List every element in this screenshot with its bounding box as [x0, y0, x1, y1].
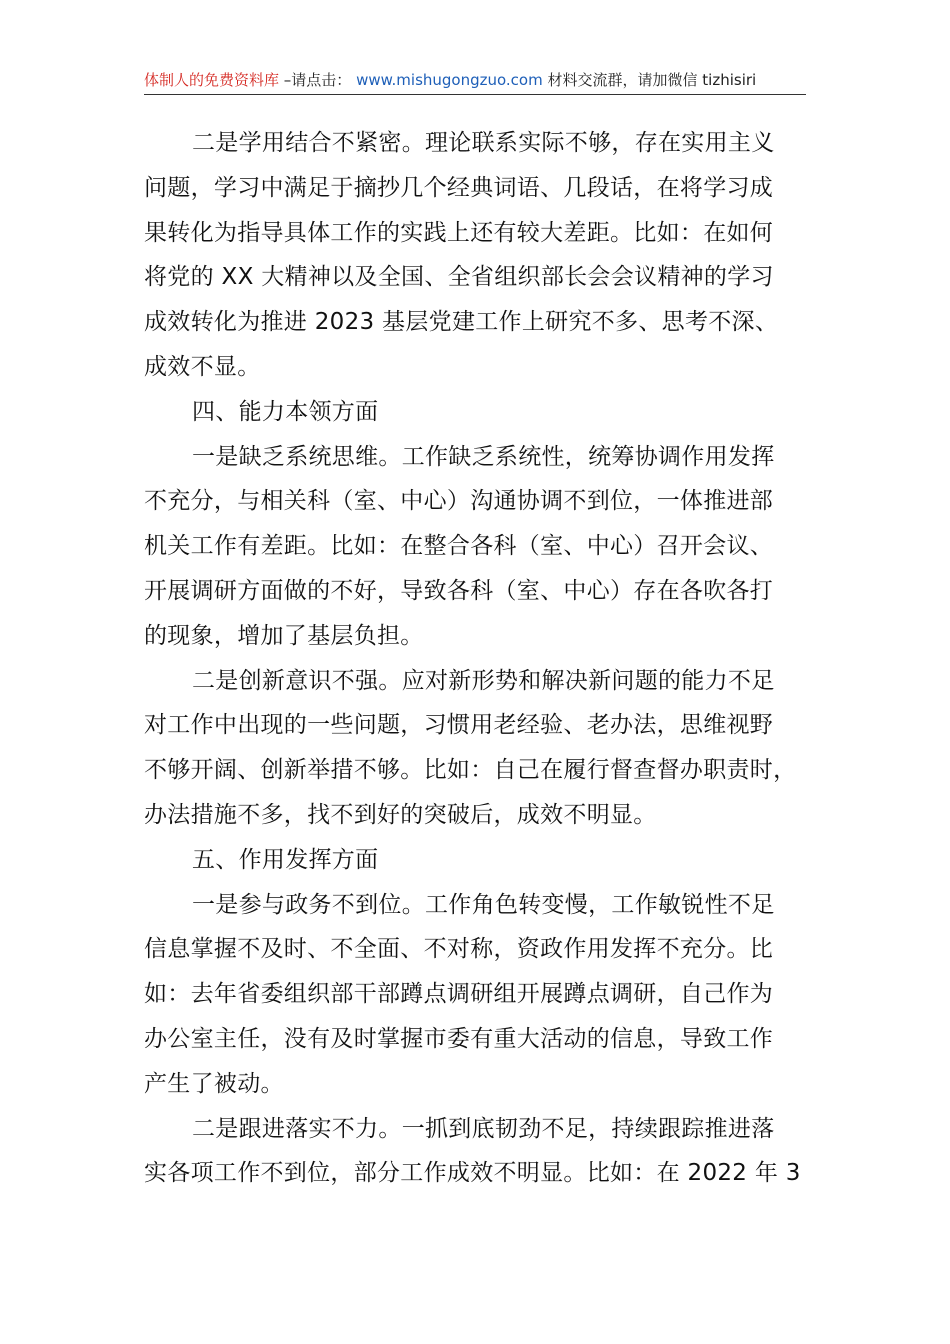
paragraph-line: 问题，学习中满足于摘抄几个经典词语、几段话，在将学习成 [144, 174, 774, 201]
paragraph-line: 对工作中出现的一些问题，习惯用老经验、老办法，思维视野 [144, 712, 774, 739]
paragraph-line: 不充分，与相关科（室、中心）沟通协调不到位，一体推进部 [144, 488, 774, 515]
paragraph-line: 成效转化为推进 2023 基层党建工作上研究不多、思考不深、 [144, 309, 779, 336]
paragraph-line: 一是参与政务不到位。工作角色转变慢，工作敏锐性不足 [192, 891, 775, 918]
document-body [144, 121, 808, 1196]
paragraph-line: 办法措施不多，找不到好的突破后，成效不明显。 [144, 801, 657, 828]
paragraph-line: 如：去年省委组织部干部蹲点调研组开展蹲点调研，自己作为 [144, 981, 774, 1008]
paragraph-line: 二是学用结合不紧密。理论联系实际不够，存在实用主义 [192, 130, 775, 156]
paragraph-line: 不够开阔、创新举措不够。比如：自己在履行督查督办职责时， [144, 757, 797, 784]
section-heading: 四、能力本领方面 [192, 398, 379, 425]
paragraph-line: 机关工作有差距。比如：在整合各科（室、中心）召开会议、 [144, 533, 774, 560]
paragraph-line: 将党的 XX 大精神以及全国、全省组织部长会会议精神的学习 [144, 264, 774, 291]
paragraph-line: 开展调研方面做的不好，导致各科（室、中心）存在各吹各打 [144, 577, 774, 604]
paragraph-line: 产生了被动。 [144, 1070, 284, 1097]
header-url-link[interactable]: www.mishugongzuo.com [356, 71, 543, 89]
paragraph-line: 信息掌握不及时、不全面、不对称，资政作用发挥不充分。比 [144, 936, 774, 963]
paragraph-line: 果转化为指导具体工作的实践上还有较大差距。比如：在如何 [144, 219, 774, 246]
header-brand: 体制人的免费资料库 [144, 71, 280, 89]
paragraph-line: 二是创新意识不强。应对新形势和解决新问题的能力不足 [192, 667, 775, 694]
paragraph-line: 二是跟进落实不力。一抓到底韧劲不足，持续跟踪推进落 [192, 1115, 775, 1142]
paragraph-line: 的现象，增加了基层负担。 [144, 622, 424, 649]
paragraph-line: 一是缺乏系统思维。工作缺乏系统性，统筹协调作用发挥 [192, 443, 775, 470]
page-header [144, 68, 806, 95]
paragraph-line: 成效不显。 [144, 353, 261, 380]
header-suffix: 材料交流群，请加微信 tizhisiri [547, 71, 757, 89]
paragraph-line: 实各项工作不到位，部分工作成效不明显。比如：在 2022 年 3 [144, 1160, 801, 1187]
paragraph-line: 办公室主任，没有及时掌握市委有重大活动的信息，导致工作 [144, 1025, 774, 1052]
section-heading: 五、作用发挥方面 [192, 846, 379, 873]
header-prompt: –请点击： [283, 71, 352, 89]
